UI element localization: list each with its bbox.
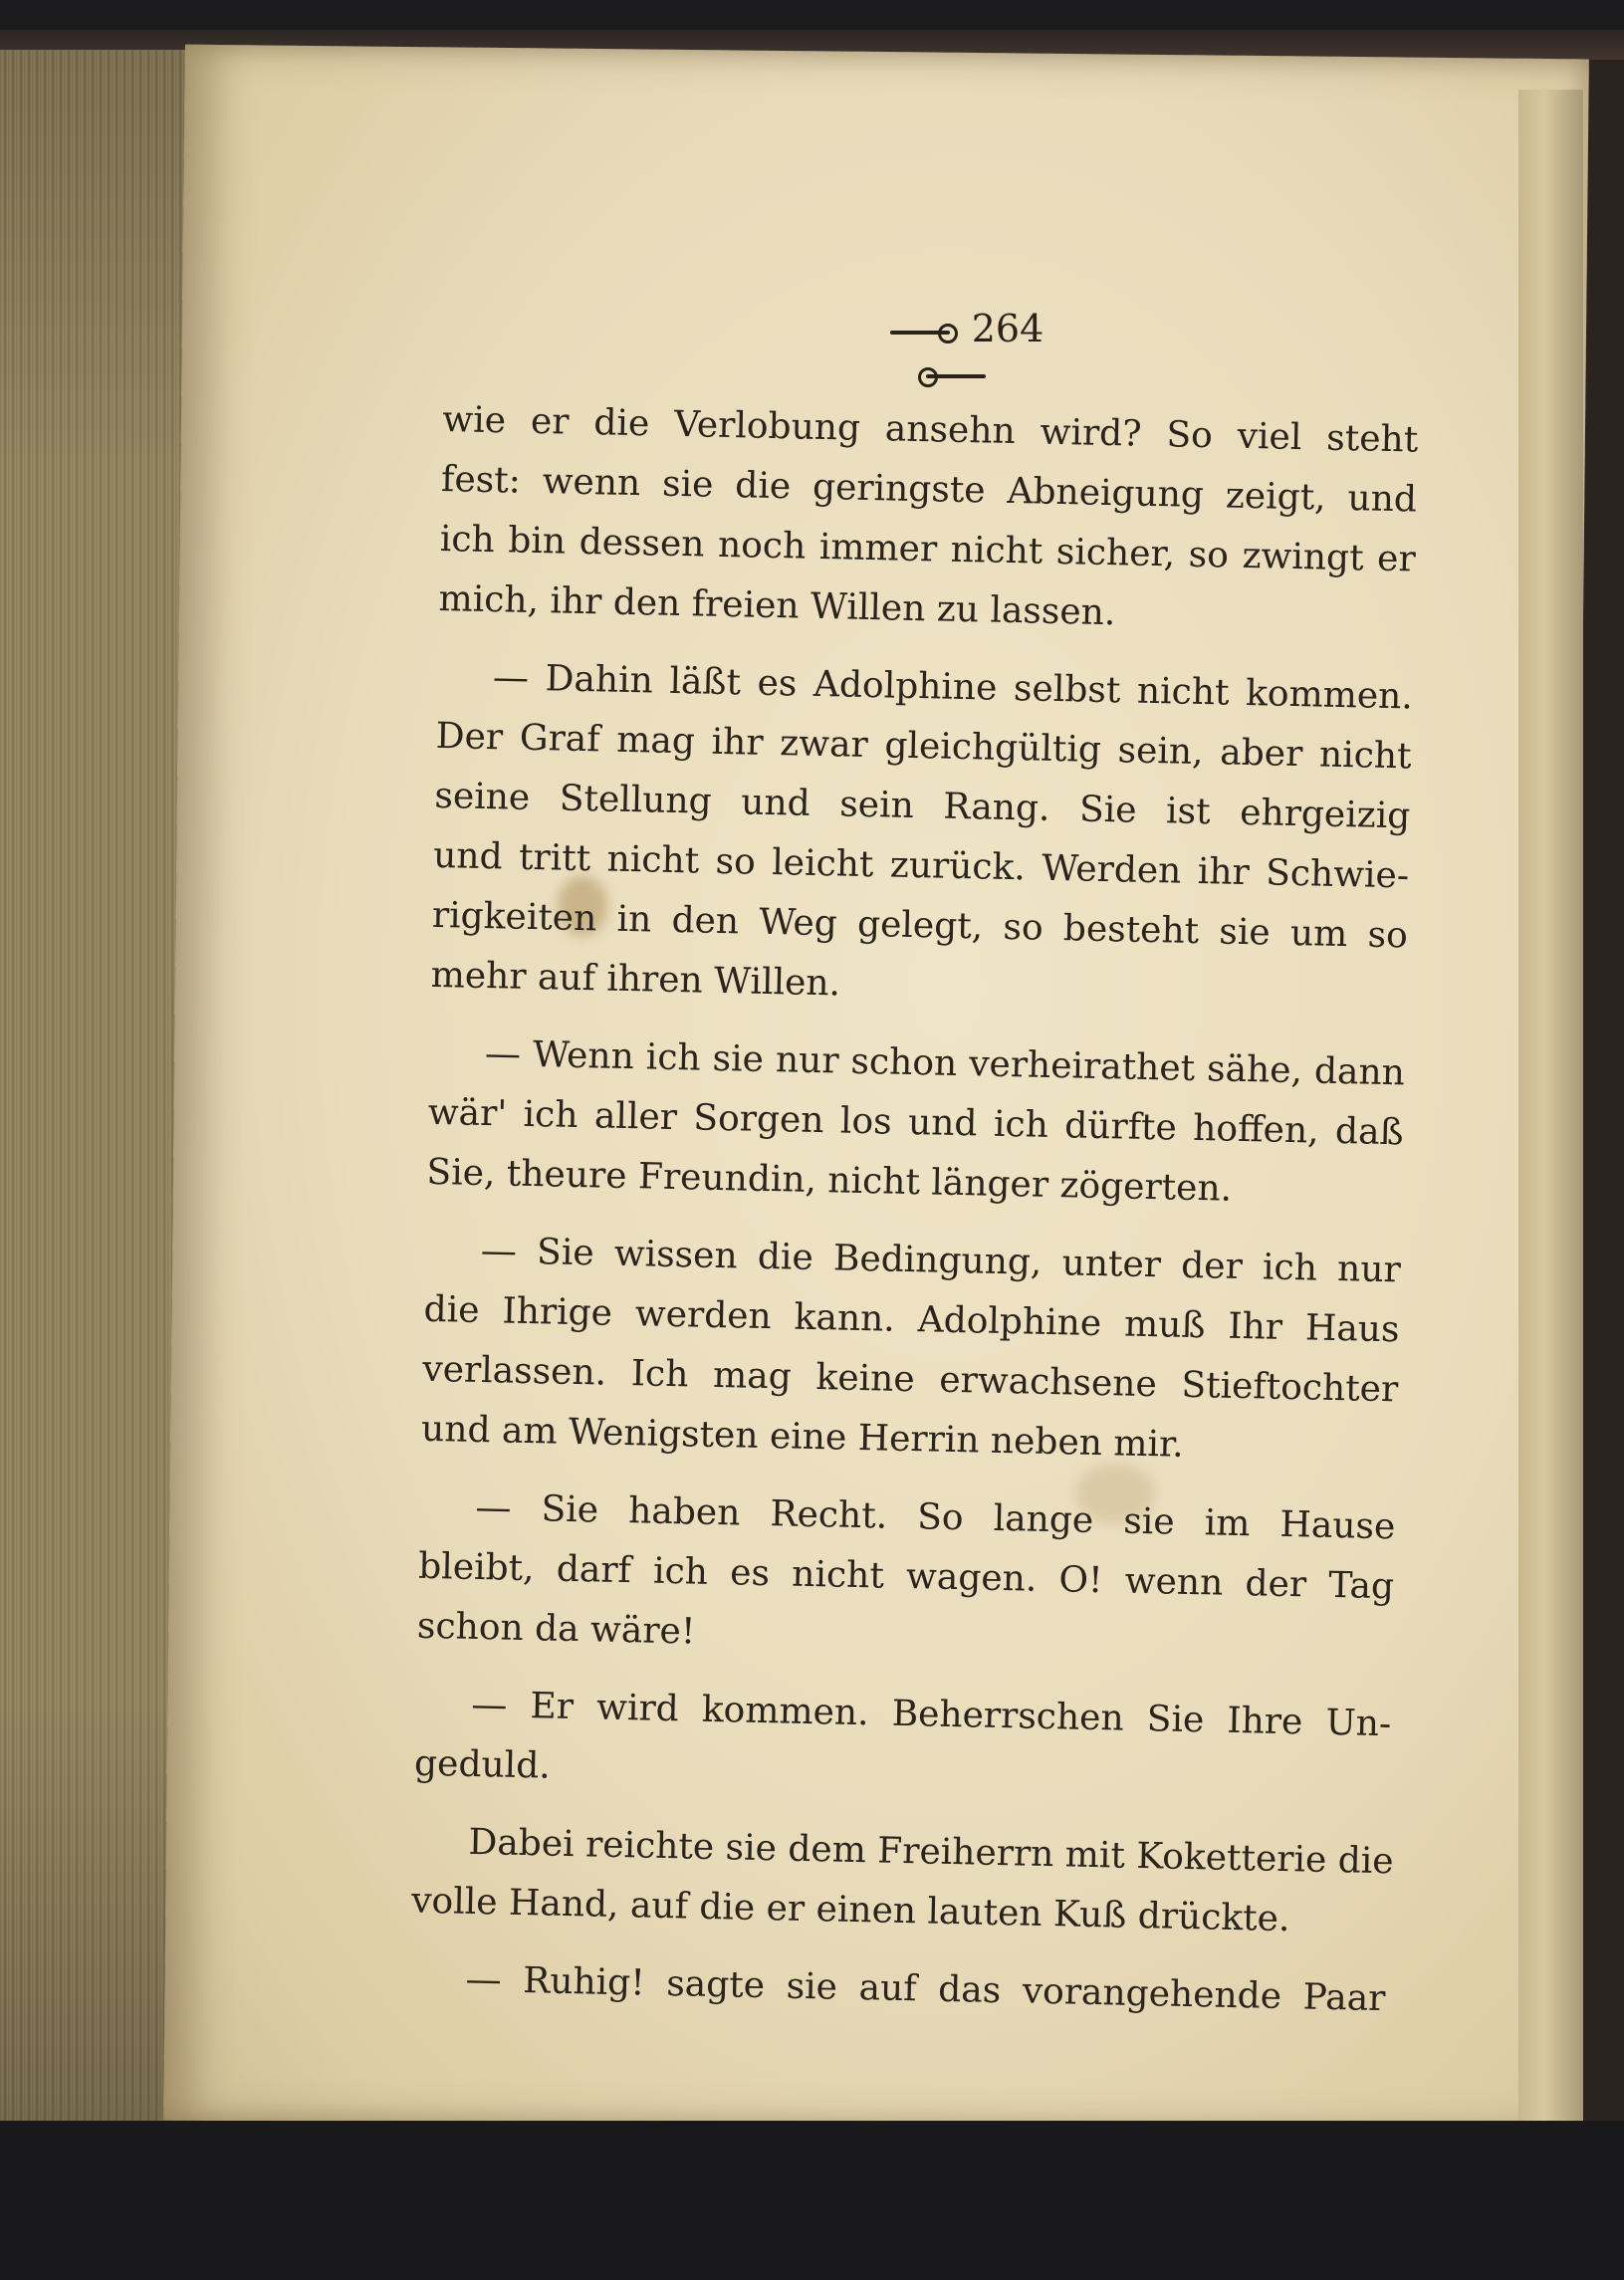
text-line: die Ihrige werden kann. Adolphine muß Ihr Haus (423, 1288, 1400, 1351)
text-line: wär' ich aller Sorgen los und ich dürfte hoffen, daß (427, 1091, 1405, 1154)
text-line: — Ruhig! sagte sie auf das vorangehende Paar (465, 1958, 1386, 2020)
text-line: Sie, theure Freundin, nicht länger zögerten. (426, 1151, 1233, 1210)
text-line: mehr auf ihren Willen. (430, 954, 841, 1005)
page-number: 264 (971, 307, 1044, 350)
text-line: — Dahin läßt es Adolphine selbst nicht kommen. (492, 657, 1414, 718)
text-line: und am Wenigsten eine Herrin neben mir. (420, 1408, 1185, 1466)
ornament-right-icon (926, 374, 986, 378)
text-line: ich bin dessen noch immer nicht sicher, so zwingt er (439, 518, 1417, 580)
text-line: bleibt, darf ich es nicht wagen. O! wenn der Tag (417, 1545, 1395, 1608)
background-bottom (0, 2121, 1624, 2280)
text-line: mich, ihr den freien Willen zu lassen. (438, 577, 1116, 634)
text-line: fest: wenn sie die geringste Abneigung zeigt, und (440, 458, 1418, 521)
text-line: — Er wird kommen. Beherrschen Sie Ihre Un- (470, 1684, 1392, 1745)
text-line: geduld. (413, 1742, 552, 1787)
page-gutter (1518, 90, 1583, 2121)
text-line: Dabei reichte sie dem Freiherrn mit Koketterie die (468, 1821, 1394, 1883)
text-line: rigkeiten in den Weg gelegt, so besteht sie um so (431, 894, 1409, 957)
page-header (816, 307, 1095, 366)
text-line: — Sie haben Recht. So lange sie im Hause (475, 1486, 1396, 1548)
text-line: schon da wäre! (416, 1605, 696, 1653)
text-line: Der Graf mag ihr zwar gleichgültig sein, aber nicht (435, 715, 1412, 778)
text-line: wie er die Verlobung ansehn wird? So viel steht (441, 398, 1419, 461)
body-text (409, 390, 1419, 2029)
ornament-left-icon (890, 331, 950, 335)
text-line: volle Hand, auf die er einen lauten Kuß drückte. (410, 1880, 1290, 1940)
text-line: seine Stellung und sein Rang. Sie ist ehrgeizig (434, 775, 1411, 837)
text-line: — Wenn ich sie nur schon verheirathet sähe, dann (484, 1033, 1406, 1094)
cover-edge-right (1583, 60, 1624, 2280)
text-line: und tritt nicht so leicht zurück. Werden ihr Schwie- (432, 834, 1410, 897)
text-line: — Sie wissen die Bedingung, unter der ich nur (480, 1230, 1402, 1291)
text-line: verlassen. Ich mag keine erwachsene Stieftochter (421, 1348, 1399, 1411)
